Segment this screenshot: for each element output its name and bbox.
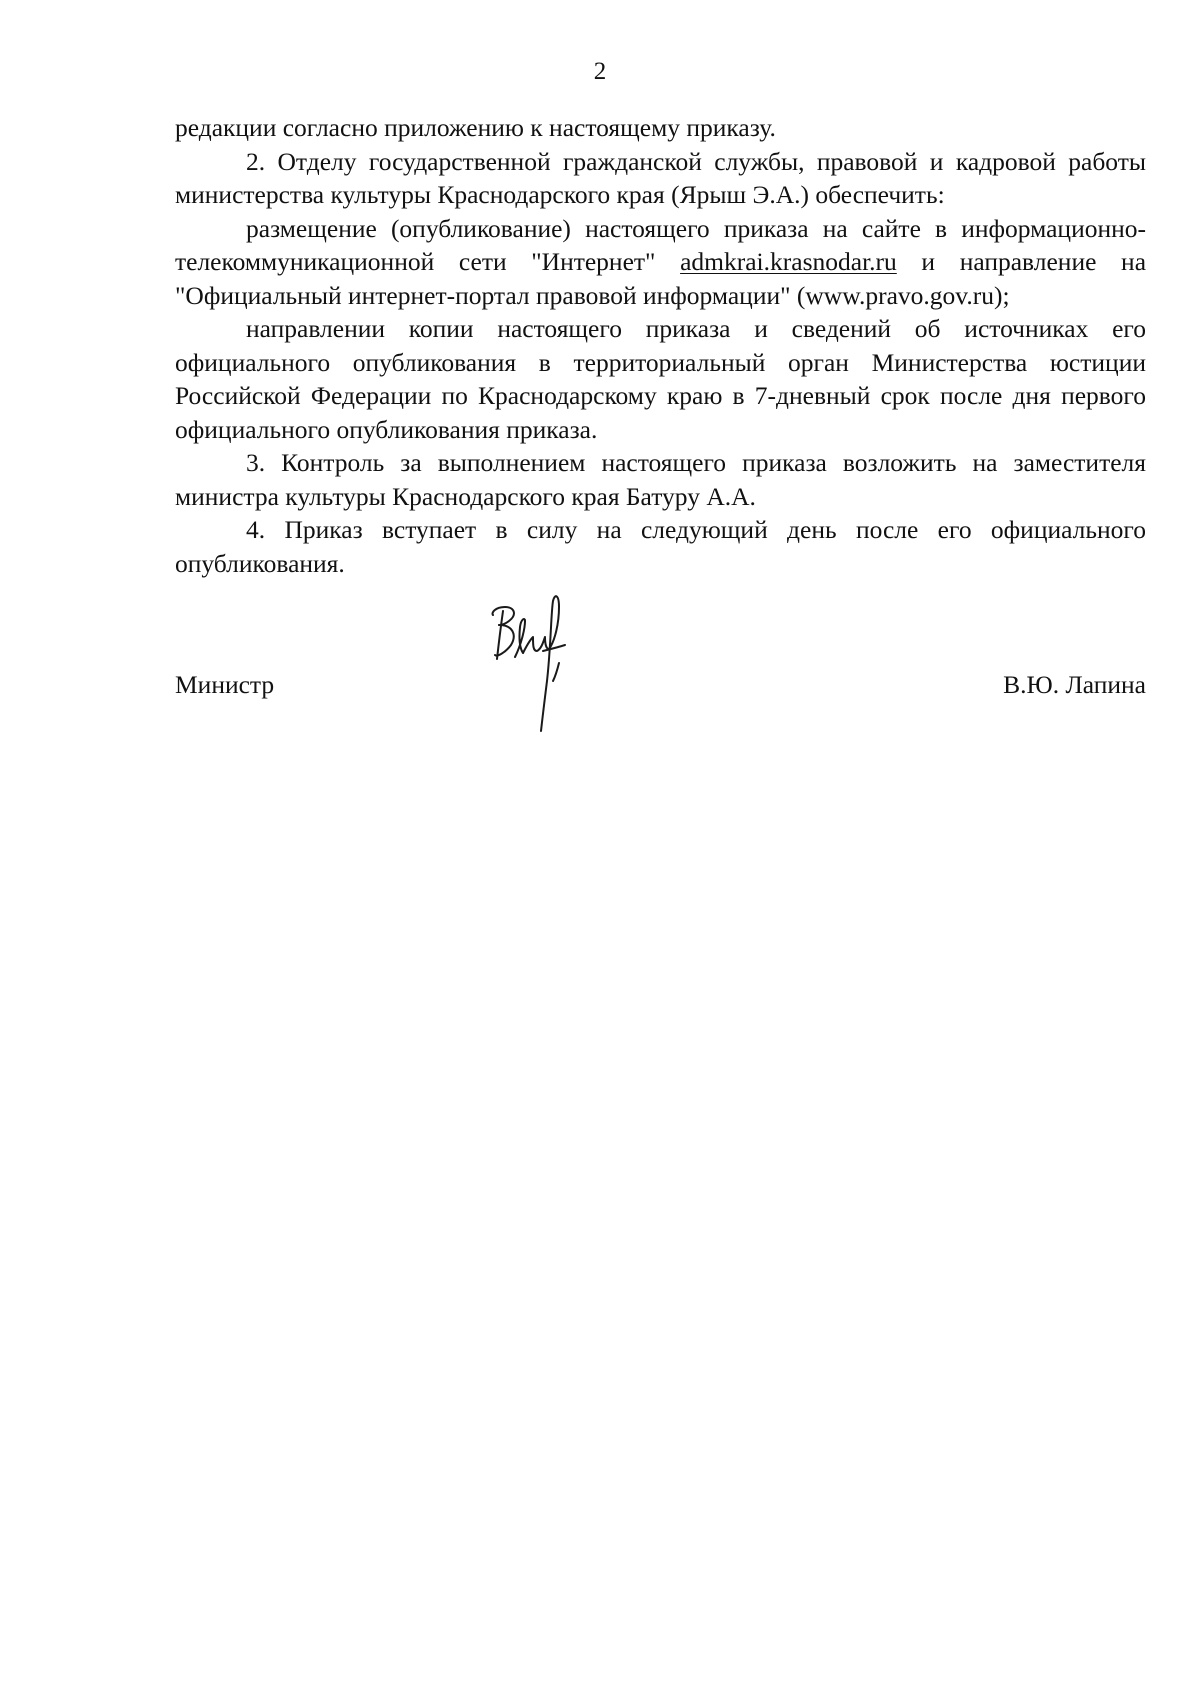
paragraph-item-4: 4. Приказ вступает в силу на следующий день после его официального опубликования. bbox=[175, 515, 1146, 578]
paragraph-item-3: 3. Контроль за выполнением настоящего приказа возложить на заместителя министра культуры Краснодарского края Батуру А.А. bbox=[175, 448, 1146, 511]
paragraph-copy-submission: направлении копии настоящего приказа и сведений об источниках его официального опубликования в территориальный орган Министерства юстиции Российской Федерации по Краснодарскому краю в 7-дневный срок после дня первого официального опубликования приказа. bbox=[175, 314, 1146, 444]
handwritten-signature bbox=[485, 585, 605, 745]
paragraph-continuation: редакции согласно приложению к настоящему приказу. bbox=[175, 113, 776, 142]
page-number: 2 bbox=[593, 58, 607, 85]
signatory-name: В.Ю. Лапина bbox=[1003, 670, 1146, 699]
signature-block bbox=[175, 668, 1146, 708]
paragraph-item-2: 2. Отделу государственной гражданской службы, правовой и кадровой работы министерства культуры Краснодарского края (Ярыш Э.А.) обеспечить: bbox=[175, 146, 1146, 209]
website-link[interactable]: admkrai.krasnodar.ru bbox=[680, 247, 897, 276]
publication-text-start: размещение (опубликование) настоящего приказа на сайте в информационно-телекоммуникационной сети "Интернет" bbox=[175, 213, 1146, 276]
publication-text-end: и направление на "Официальный интернет-портал правовой информации" (www.pravo.gov.ru); bbox=[175, 247, 1147, 310]
signatory-title: Министр bbox=[175, 670, 275, 699]
document-body bbox=[175, 111, 1146, 580]
paragraph-publication bbox=[175, 212, 1146, 313]
